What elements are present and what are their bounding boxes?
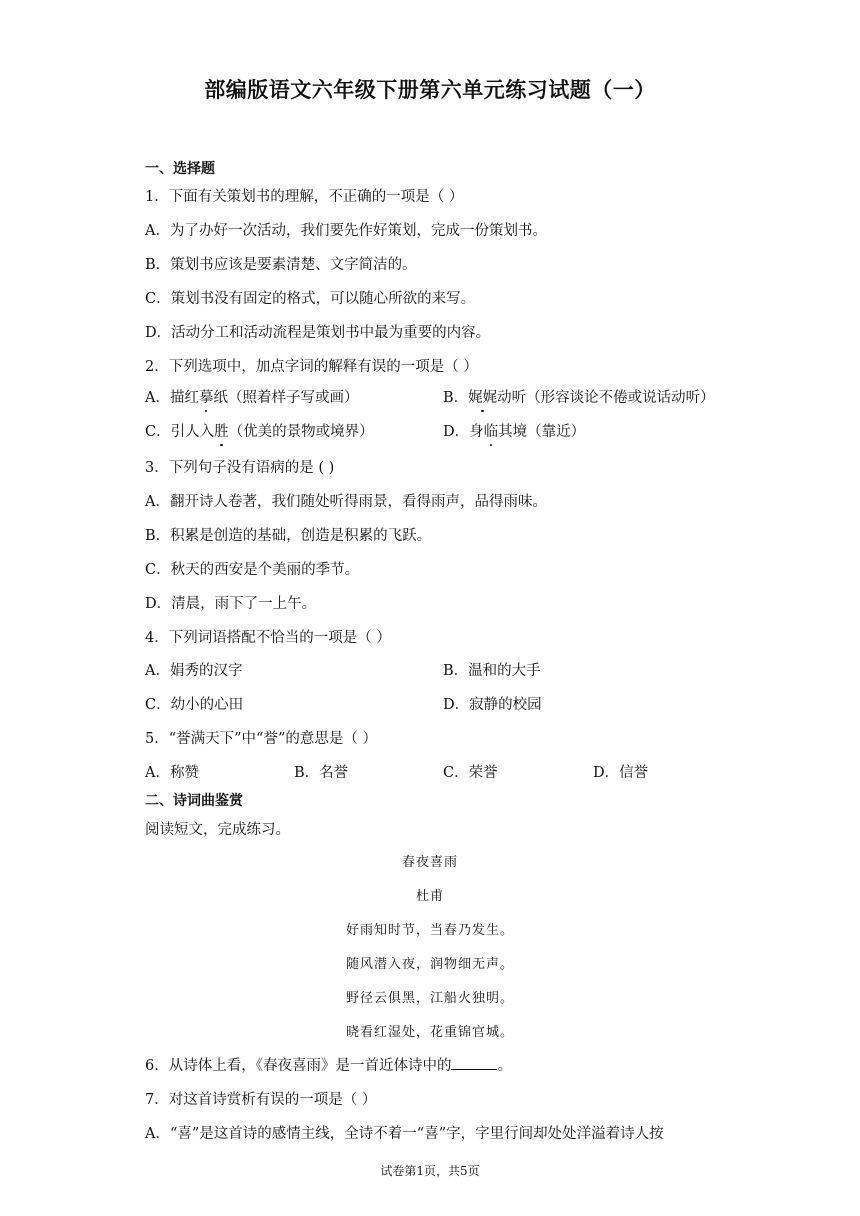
question-1-option-a: A．为了办好一次活动，我们要先作好策划，完成一份策划书。	[145, 223, 547, 239]
reading-instruction: 阅读短文，完成练习。	[145, 822, 290, 838]
question-4-stem: 4．下列词语搭配不恰当的一项是（ ）	[145, 630, 391, 646]
question-1-option-c: C．策划书没有固定的格式，可以随心所欲的来写。	[145, 291, 476, 307]
question-1-option-b: B．策划书应该是要素清楚、文字简洁的。	[145, 257, 417, 273]
emphasis-dot-text: 摹	[199, 386, 214, 407]
question-2-option-c: C．引人入胜（优美的景物或境界）	[145, 420, 374, 441]
question-4-option-d: D．寂静的校园	[443, 697, 542, 713]
page-footer: 试卷第1页，共5页	[380, 1164, 480, 1178]
emphasis-dot-text: 娓娓	[468, 386, 497, 407]
question-4-option-c: C．幼小的心田	[145, 697, 244, 713]
question-5-option-c: C．荣誉	[443, 765, 498, 781]
page-title: 部编版语文六年级下册第六单元练习试题（一）	[204, 77, 656, 102]
question-4-option-a: A．娟秀的汉字	[145, 663, 243, 679]
question-4-option-b: B．温和的大手	[443, 663, 541, 679]
question-3-option-d: D．清晨，雨下了一上午。	[145, 596, 317, 612]
question-3-option-b: B．积累是创造的基础，创造是积累的飞跃。	[145, 528, 432, 544]
question-1-stem: 1．下面有关策划书的理解，不正确的一项是（ ）	[145, 189, 464, 205]
question-5-option-b: B．名誉	[294, 765, 349, 781]
question-5-option-d: D．信誉	[593, 765, 649, 781]
poem-line: 野径云俱黑，江船火独明。	[345, 991, 514, 1006]
question-3-option-c: C．秋天的西安是个美丽的季节。	[145, 562, 360, 578]
question-3-option-a: A．翻开诗人卷著，我们随处听得雨景，看得雨声，品得雨味。	[145, 494, 547, 510]
answer-blank[interactable]	[451, 1057, 497, 1070]
question-2-option-a: A．描红摹纸（照着样子写或画）	[145, 386, 358, 407]
question-7-stem: 7．对这首诗赏析有误的一项是（ ）	[145, 1092, 377, 1108]
question-5-option-a: A．称赞	[145, 765, 199, 781]
emphasis-dot-text: 胜	[214, 420, 229, 441]
question-3-stem: 3．下列句子没有语病的是 ( )	[145, 460, 335, 476]
question-2-option-d: D．身临其境（靠近）	[443, 420, 585, 441]
question-2-stem: 2．下列选项中，加点字词的解释有误的一项是（ ）	[145, 359, 478, 375]
question-6-stem: 6．从诗体上看，《春夜喜雨》是一首近体诗中的 。	[145, 1058, 512, 1074]
question-5-stem: 5．“誉满天下”中“誉”的意思是（ ）	[145, 731, 377, 747]
question-7-option-a: A．“喜”是这首诗的感情主线，全诗不着一“喜”字，字里行间却处处洋溢着诗人按	[145, 1126, 664, 1142]
section-heading-poetry: 二、诗词曲鉴赏	[145, 793, 243, 809]
question-2-option-b: B．娓娓动听（形容谈论不倦或说话动听）	[443, 386, 715, 407]
poem-line: 晓看红湿处，花重锦官城。	[345, 1025, 514, 1040]
poem-title: 春夜喜雨	[401, 855, 458, 870]
emphasis-dot-text: 临	[484, 420, 499, 441]
poem-line: 好雨知时节，当春乃发生。	[345, 923, 514, 938]
section-heading-choice: 一、选择题	[145, 161, 215, 177]
poem-author: 杜甫	[415, 889, 444, 904]
question-1-option-d: D．活动分工和活动流程是策划书中最为重要的内容。	[145, 325, 491, 341]
poem-line: 随风潜入夜，润物细无声。	[345, 957, 514, 972]
